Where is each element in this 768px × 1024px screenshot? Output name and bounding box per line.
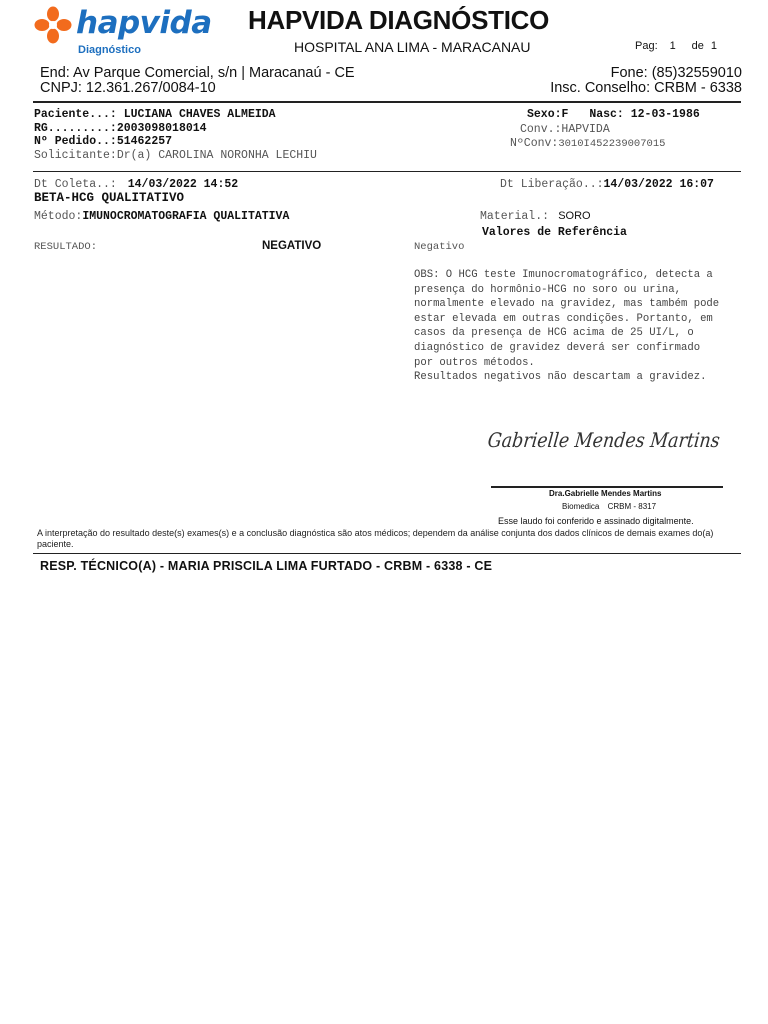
patient-name-row (34, 108, 276, 121)
signature-line (491, 486, 723, 488)
requester-label: Solicitante: (34, 149, 117, 162)
collect-label: Dt Coleta..: (34, 178, 117, 191)
rg-row (34, 122, 207, 135)
birth-value: 12-03-1986 (630, 108, 700, 121)
obs-line: estar elevada em outras condições. Portanto, em (414, 312, 713, 325)
result-label: RESULTADO: (34, 241, 98, 253)
conv-row (520, 123, 610, 136)
disclaimer: A interpretação do resultado deste(s) exames(s) e a conclusão diagnóstica são atos médicos; dependem da análise conjunta dos dados clínicos de demais exames do(a) paciente. (37, 528, 714, 549)
reference-header: Valores de Referência (482, 226, 627, 239)
convno-label: NºConv: (510, 137, 559, 150)
method-row (34, 210, 289, 223)
release-label: Dt Liberação..: (500, 178, 604, 191)
obs-line: presença do hormônio-HCG no soro ou urina, (414, 283, 682, 296)
order-label: Nº Pedido..: (34, 135, 117, 148)
signer-credentials (562, 502, 656, 511)
page-title: HAPVIDA DIAGNÓSTICO (248, 5, 550, 35)
material-label: Material.: (480, 210, 550, 223)
address: End: Av Parque Comercial, s/n | Maracanaú - CE (40, 65, 355, 81)
requester-row (34, 149, 317, 162)
rg-label: RG.........: (34, 122, 117, 135)
logo-subtitle: Diagnóstico (78, 44, 141, 56)
page-number: 1 (669, 40, 676, 52)
footer-divider (33, 553, 741, 554)
obs-line: diagnóstico de gravidez deverá ser confirmado (414, 341, 701, 354)
patient-name: LUCIANA CHAVES ALMEIDA (123, 108, 276, 121)
cnpj: CNPJ: 12.361.267/0084-10 (40, 80, 216, 96)
flower-logo-icon (34, 6, 72, 44)
page-label: Pag: (635, 40, 658, 52)
hapvida-logo (34, 5, 212, 58)
collect-row (34, 178, 238, 191)
handwritten-signature (486, 420, 755, 460)
material-row (480, 210, 591, 223)
sex-value: F (561, 108, 569, 121)
obs-line: OBS: O HCG teste Imunocromatográfico, detecta a (414, 269, 713, 281)
method-label: Método: (34, 210, 83, 223)
page-of-label: de (691, 40, 704, 52)
conv-value: HAPVIDA (561, 123, 610, 136)
obs-line: por outros métodos. (414, 356, 535, 369)
council-registration: Insc. Conselho: CRBM - 6338 (550, 80, 742, 96)
responsible-technician: RESP. TÉCNICO(A) - MARIA PRISCILA LIMA FURTADO - CRBM - 6338 - CE (40, 559, 493, 573)
release-value: 14/03/2022 16:07 (603, 178, 714, 191)
hospital-name: HOSPITAL ANA LIMA - MARACANAU (294, 39, 531, 55)
signer-name: Dra.Gabrielle Mendes Martins (549, 489, 662, 498)
observation-note (414, 268, 739, 385)
exam-name: BETA-HCG QUALITATIVO (34, 191, 185, 205)
requester-value: Dr(a) CAROLINA NORONHA LECHIU (116, 149, 317, 162)
birth-label: Nasc: (589, 108, 624, 121)
convno-row (510, 137, 665, 150)
patient-sex-row (527, 108, 700, 121)
convno-value: 3010I452239007015 (558, 138, 666, 150)
release-row (500, 178, 714, 191)
order-row (34, 135, 172, 148)
signer-registration: CRBM - 8317 (607, 502, 657, 511)
svg-text:Gabrielle Mendes Martins: Gabrielle Mendes Martins (486, 428, 755, 452)
obs-line: Resultados negativos não descartam a gravidez. (414, 371, 707, 384)
patient-divider (33, 171, 741, 172)
digital-signature-note: Esse laudo foi conferido e assinado digitalmente. (498, 516, 694, 526)
signer-role: Biomedica (562, 502, 600, 511)
result-value: NEGATIVO (262, 240, 322, 252)
page-indicator (635, 40, 717, 52)
method-value: IMUNOCROMATOGRAFIA QUALITATIVA (82, 210, 290, 223)
reference-value: Negativo (414, 241, 465, 253)
obs-line: normalmente elevado na gravidez, mas também pode (414, 298, 720, 311)
phone: Fone: (85)32559010 (610, 65, 742, 81)
sex-label: Sexo: (527, 108, 562, 121)
logo-wordmark: hapvida (76, 5, 212, 41)
collect-value: 14/03/2022 14:52 (127, 178, 239, 191)
obs-line: casos da presença de HCG acima de 25 UI/L, o (414, 327, 694, 340)
header-divider (33, 101, 741, 103)
page-total: 1 (710, 40, 717, 52)
rg-value: 2003098018014 (116, 122, 207, 135)
conv-label: Conv.: (520, 123, 562, 136)
order-value: 51462257 (116, 135, 173, 148)
patient-name-label: Paciente...: (34, 108, 117, 121)
material-value: SORO (558, 210, 591, 222)
